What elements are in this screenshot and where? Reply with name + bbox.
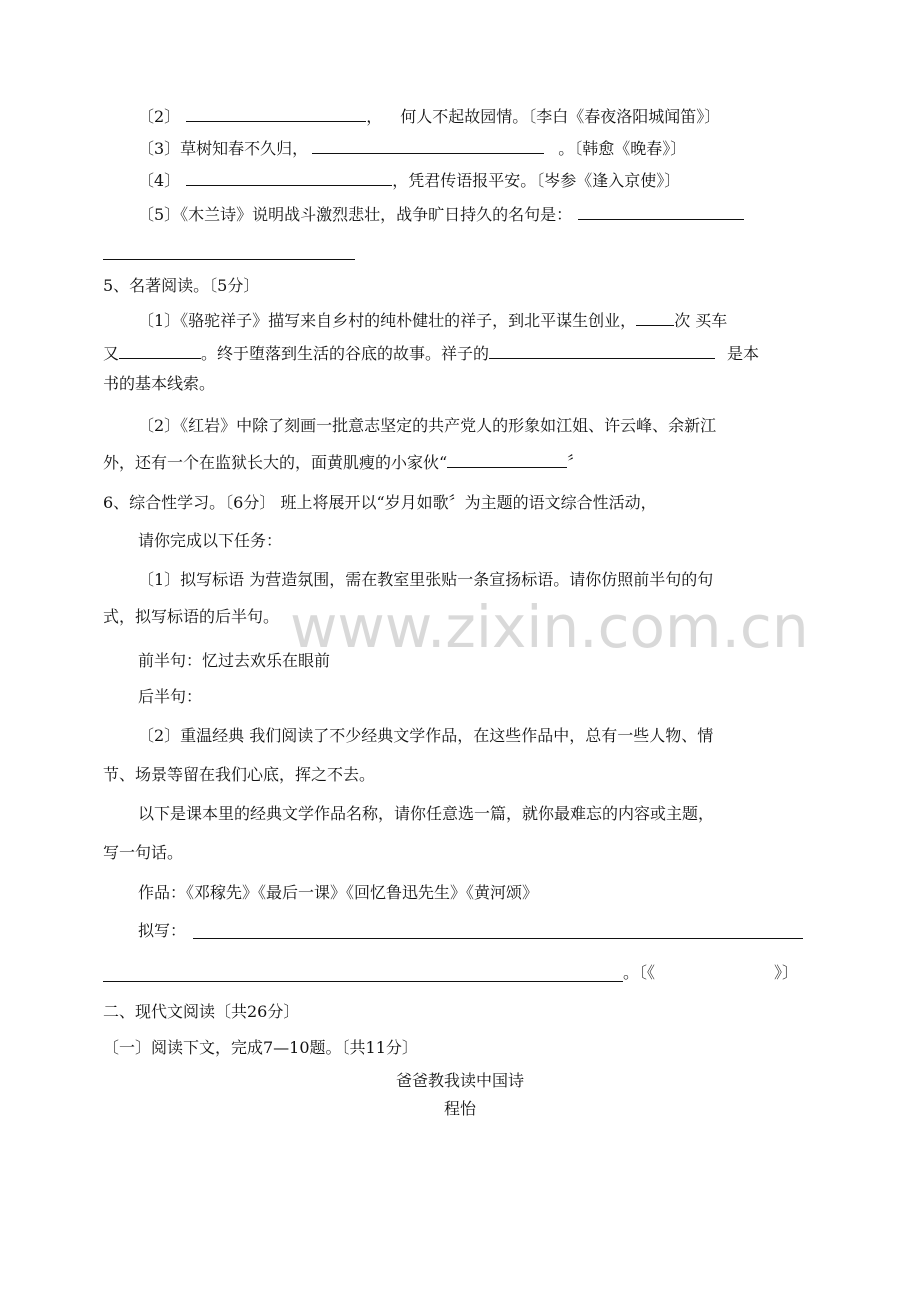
answer-blank[interactable] (312, 136, 544, 154)
works-list: 作品：《邓稼先》《最后一课》《回忆鲁迅先生》《黄河颂》 (138, 883, 539, 902)
poem-item-5-text: 〔5〕《木兰诗》说明战斗激烈悲壮，战争旷日持久的名句是： (138, 205, 573, 224)
answer-line[interactable] (193, 938, 803, 939)
answer-blank[interactable] (489, 341, 715, 359)
question-5-part1-text-d: 。终于堕落到生活的谷底的故事。祥子的 (201, 344, 490, 363)
answer-blank[interactable] (186, 104, 366, 122)
poem-item-4 (138, 168, 680, 192)
question-5-part2-line2 (103, 450, 583, 474)
question-5-part2-text-b: 外，还有一个在监狱长大的，面黄肌瘦的小家伙“ (103, 453, 448, 472)
poem-item-2-prefix: 〔2〕 (138, 107, 181, 126)
poem-item-5 (138, 202, 744, 226)
question-5-part1-text-c: 又 (103, 344, 120, 363)
question-6-instruction: 请你完成以下任务： (138, 531, 283, 550)
question-5-part1-line3: 书的基本线索。 (103, 374, 216, 393)
section-2-subtitle: 〔一〕阅读下文，完成7—10题。〔共11分〕 (103, 1038, 418, 1057)
question-5-part1-line2 (103, 341, 759, 365)
poem-item-2-text: 何人不起故园情。〔李白《春夜洛阳城闻笛》〕 (400, 107, 721, 126)
watermark: www.zixin.com.cn (290, 593, 809, 661)
work-title-bracket-open: 。〔《 (623, 963, 656, 982)
question-5-part1-line1 (138, 308, 727, 332)
answer-blank[interactable] (636, 308, 674, 326)
work-title-bracket-close: 》〕 (774, 963, 799, 982)
answer-blank[interactable] (186, 168, 392, 186)
question-6-task2-line3: 以下是课本里的经典文学作品名称，请你任意选一篇，就你最难忘的内容或主题， (138, 804, 715, 823)
answer-blank[interactable] (578, 202, 744, 220)
question-6-task2-line2: 节、场景等留在我们心底，挥之不去。 (103, 765, 376, 784)
question-5-part2-line1: 〔2〕《红岩》中除了刻画一批意志坚定的共产党人的形象如江姐、许云峰、余新江 (138, 416, 717, 435)
question-5-part2-text-c: 〞 (567, 453, 584, 472)
question-6-task2-line4: 写一句话。 (103, 843, 184, 862)
question-5-part1-text-b: 次 买车 (674, 311, 728, 330)
article-author: 程怡 (443, 1099, 476, 1118)
poem-item-4-text: ，凭君传语报平安。〔岑参《逢入京使》〕 (392, 171, 681, 190)
article-title: 爸爸教我读中国诗 (395, 1071, 524, 1090)
write-label: 拟写： (138, 921, 187, 940)
poem-item-3-prefix: 〔3〕草树知春不久归， (138, 139, 309, 158)
back-half-sentence-label: 后半句： (138, 687, 203, 706)
answer-blank[interactable] (447, 450, 567, 468)
answer-line[interactable] (103, 981, 623, 982)
question-6-task1-line2: 式，拟写标语的后半句。 (103, 607, 280, 626)
question-5-part1-text: 〔1〕《骆驼祥子》描写来自乡村的纯朴健壮的祥子，到北平谋生创业， (138, 311, 637, 330)
question-5-part1-text-e: 是本 (727, 344, 760, 363)
question-6-title: 6、综合性学习。〔6分〕 班上将展开以“岁月如歌〞为主题的语文综合性活动， (103, 493, 657, 512)
front-half-sentence: 前半句：忆过去欢乐在眼前 (138, 651, 331, 670)
poem-item-3-text: 。〔韩愈《晚春》〕 (558, 139, 687, 158)
poem-item-3 (138, 136, 686, 160)
answer-line[interactable] (103, 259, 355, 260)
poem-item-4-prefix: 〔4〕 (138, 171, 181, 190)
section-2-title: 二、现代文阅读〔共26分〕 (103, 1002, 300, 1021)
question-6-task1-line1: 〔1〕拟写标语 为营造氛围，需在教室里张贴一条宣扬标语。请你仿照前半句的句 (138, 570, 714, 589)
poem-item-2 (138, 104, 720, 128)
poem-item-2-comma: ， (366, 107, 383, 126)
question-5-title: 5、名著阅读。〔5分〕 (103, 276, 260, 295)
answer-blank[interactable] (119, 341, 201, 359)
question-6-task2-line1: 〔2〕重温经典 我们阅读了不少经典文学作品，在这些作品中，总有一些人物、情 (138, 726, 714, 745)
